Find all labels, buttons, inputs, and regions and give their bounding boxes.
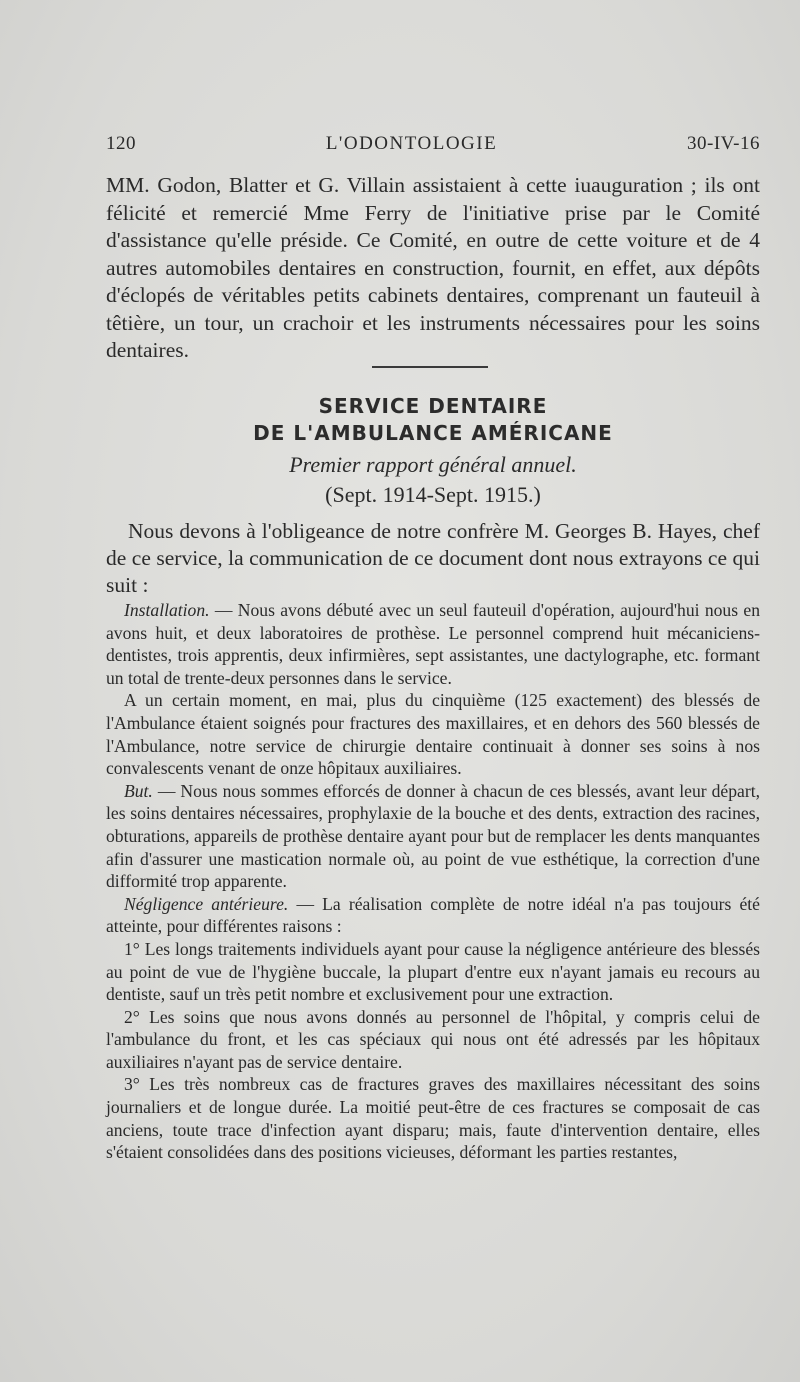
paragraph-label: Installation.	[124, 600, 210, 620]
lead-paragraph	[106, 518, 760, 599]
paragraph-label: But.	[124, 780, 153, 801]
paragraph-text: A un certain moment, en mai, plus du cinquième (125 exactement) des blessés de l'Ambulance étaient soignés pour fractures des maxillaires, et en dehors des 560 blessés de l'Ambulance, notre service de chirurgie dentaire continuait à donner ses soins à nos convalescents venant de onze hôpitaux auxiliaires.	[106, 690, 760, 779]
paragraph-mai	[106, 689, 760, 779]
paragraph-text: 1° Les longs traitements individuels ayant pour cause la négligence antérieure des blessés au point de vue de l'hygiène buccale, la plupart d'entre eux n'ayant jamais eu recours au dentiste, sauf un très petit nombre et exclusivement pour une extraction.	[106, 938, 760, 1005]
paragraph-negligence	[106, 893, 760, 938]
paragraph-text: — La réalisation complète de notre idéal n'a pas toujours été atteinte, pour différentes raisons :	[106, 893, 760, 937]
lead-text: Nous devons à l'obligeance de notre confrère M. Georges B. Hayes, chef de ce service, la communication de ce document dont nous extrayons ce qui suit :	[106, 519, 760, 597]
journal-title: L'ODONTOLOGIE	[325, 133, 498, 154]
section-title-line2: DE L'AMBULANCE AMÉRICANE	[253, 421, 613, 445]
paragraph-reason-3	[106, 1073, 760, 1163]
paragraph-label: Négligence antérieure.	[124, 893, 289, 914]
intro-paragraph	[106, 172, 760, 365]
paragraph-reason-1	[106, 938, 760, 1006]
running-header	[106, 133, 760, 155]
section-divider	[372, 366, 488, 368]
paragraph-text: — Nous nous sommes efforcés de donner à chacun de ces blessés, avant leur départ, les soins dentaires nécessaires, prophylaxie de la bouche et des dents, extraction des racines, obturations, appareils de prothèse dentaire ayant pour but de remplacer les dents manquantes afin d'assurer une mastication normale où, au point de vue esthétique, la correction d'une difformité trop apparente.	[106, 780, 760, 892]
paragraph-text: 3° Les très nombreux cas de fractures graves des maxillaires nécessitant des soins journaliers et de longue durée. La moitié peut-être de ces fractures se composait de cas anciens, toute trace d'infection ayant disparu; mais, faute d'intervention dentaire, elles s'étaient consolidées dans des positions vicieuses, déformant les parties restantes,	[106, 1074, 760, 1163]
paragraph-reason-2	[106, 1006, 760, 1074]
paragraph-text: — Nous avons débuté avec un seul fauteuil d'opération, aujourd'hui nous en avons huit, et deux laboratoires de prothèse. Le personnel comprend huit mécaniciens-dentistes, trois apprentis, deux infirmières, sept assistantes, une dactylographe, etc. formant un total de trente-deux personnes dans le service.	[106, 600, 760, 688]
section-subtitle: Premier rapport général annuel.	[289, 452, 577, 477]
section-title-line1: SERVICE DENTAIRE	[318, 394, 548, 418]
issue-date: 30-IV-16	[687, 133, 760, 154]
section-dates: (Sept. 1914-Sept. 1915.)	[325, 482, 541, 507]
page-number: 120	[106, 133, 136, 154]
report-body	[106, 599, 760, 1164]
intro-text: MM. Godon, Blatter et G. Villain assistaient à cette iuauguration ; ils ont félicité et remercié Mme Ferry de l'initiative prise par le Comité d'assistance qu'elle préside. Ce Comité, en outre de cette voiture et de 4 autres automobiles dentaires en construction, fournit, en effet, aux dépôts d'éclopés de véritables petits cabinets dentaires, comprenant un fauteuil à têtière, un tour, un crachoir et les instruments nécessaires pour les soins dentaires.	[106, 173, 760, 362]
paragraph-but	[106, 780, 760, 893]
paragraph-text: 2° Les soins que nous avons donnés au personnel de l'hôpital, y compris celui de l'ambulance du front, et les cas spéciaux qui nous ont été adressés par les hôpitaux auxiliaires n'ayant pas de service dentaire.	[106, 1006, 760, 1072]
paragraph-installation	[106, 599, 760, 689]
